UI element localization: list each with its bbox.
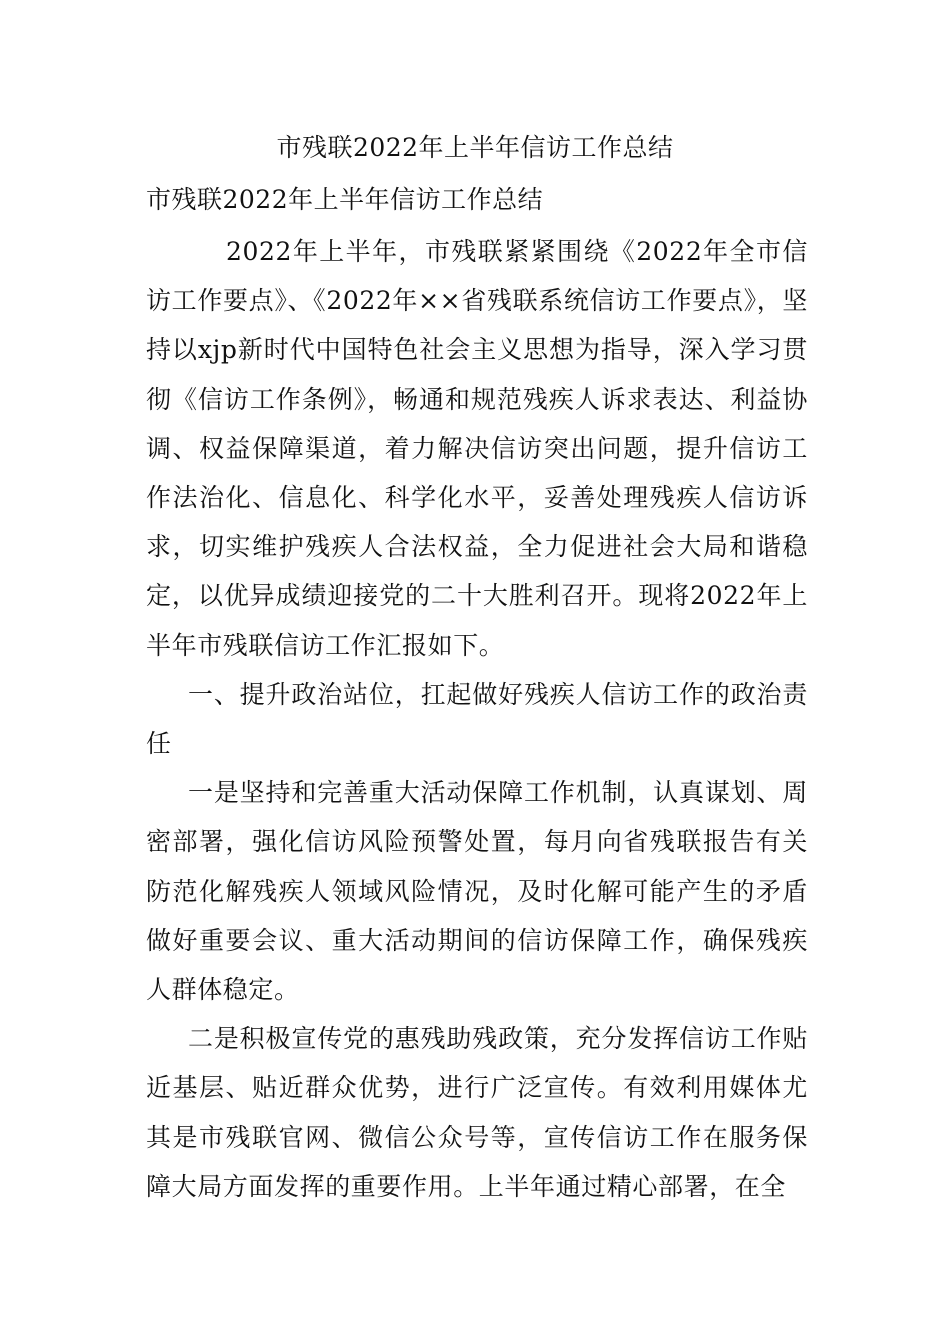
document-body: [146, 227, 808, 1211]
section-heading-1: 一、提升政治站位，扛起做好残疾人信访工作的政治责任: [146, 679, 808, 759]
paragraph-item-1: 一是坚持和完善重大活动保障工作机制，认真谋划、周密部署，强化信访风险预警处置，每月向省残联报告有关防范化解残疾人领域风险情况，及时化解可能产生的矛盾做好重要会议、重大活动期间的信访保障工作，确保残疾人群体稳定。: [146, 778, 808, 1005]
paragraph-item-2: 二是积极宣传党的惠残助残政策，充分发挥信访工作贴近基层、贴近群众优势，进行广泛宣传。有效利用媒体尤其是市残联官网、微信公众号等，宣传信访工作在服务保障大局方面发挥的重要作用。上半年通过精心部署，在全: [146, 1024, 808, 1201]
paragraph-intro: 2022年上半年，市残联紧紧围绕《2022年全市信访工作要点》、《2022年××省残联系统信访工作要点》，坚持以xjp新时代中国特色社会主义思想为指导，深入学习贯彻《信访工作条例》，畅通和规范残疾人诉求表达、利益协调、权益保障渠道，着力解决信访突出问题，提升信访工作法治化、信息化、科学化水平，妥善处理残疾人信访诉求，切实维护残疾人合法权益，全力促进社会大局和谐稳定，以优异成绩迎接党的二十大胜利召开。现将2022年上半年市残联信访工作汇报如下。: [146, 237, 808, 660]
document-subtitle: 市残联2022年上半年信访工作总结: [146, 185, 544, 214]
document-title: 市残联2022年上半年信访工作总结: [276, 133, 674, 162]
